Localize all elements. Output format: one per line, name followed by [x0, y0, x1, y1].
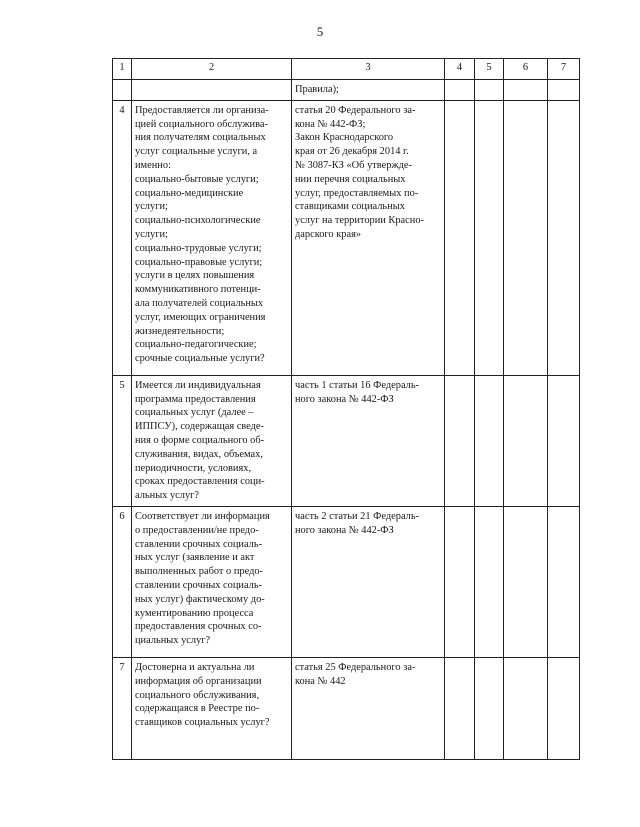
question-line: цией социального обслужива-	[135, 118, 268, 130]
question-line: ния о форме социального об-	[135, 434, 265, 446]
question-line: жизнедеятельности;	[135, 325, 225, 337]
question-line: социально-психологические	[135, 215, 261, 227]
legal-basis-line: кона № 442	[295, 675, 346, 687]
question-line: сроках предоставления соци-	[135, 476, 265, 488]
row-cell-col5	[475, 375, 504, 506]
question-line: услуг, имеющих ограничения	[135, 311, 266, 323]
legal-basis-line: нии перечня социальных	[295, 173, 406, 185]
row-cell-col5	[475, 506, 504, 657]
row-question	[132, 375, 292, 506]
cell-col4	[445, 80, 475, 101]
question-line: периодичности, условиях,	[135, 462, 252, 474]
question-line: услуги;	[135, 201, 168, 213]
question-line: информация об организации	[135, 675, 262, 687]
row-question	[132, 657, 292, 759]
question-line: коммуникативного потенци-	[135, 284, 261, 296]
question-line: ных услуг (заявление и акт	[135, 552, 255, 564]
legal-basis-line: статья 25 Федерального за-	[295, 661, 416, 673]
table-row	[113, 375, 580, 506]
header-cell-2: 2	[132, 59, 292, 80]
row-cell-col7	[548, 375, 580, 506]
cell-col7	[548, 80, 580, 101]
cell-col5	[475, 80, 504, 101]
header-cell-6: 6	[504, 59, 548, 80]
row-cell-col5	[475, 657, 504, 759]
question-line: Предоставляется ли организа-	[135, 104, 269, 116]
table-row	[113, 657, 580, 759]
header-cell-5: 5	[475, 59, 504, 80]
question-line: социально-правовые услуги;	[135, 256, 263, 268]
row-number: 7	[113, 657, 132, 759]
legal-basis-line: услуг на территории Красно-	[295, 215, 424, 227]
continued-row	[113, 80, 580, 101]
row-cell-col4	[445, 375, 475, 506]
question-line: программа предоставления	[135, 393, 256, 405]
row-cell-col6	[504, 506, 548, 657]
cell-num	[113, 80, 132, 101]
table-row	[113, 100, 580, 375]
legal-basis-line: кона № 442-ФЗ;	[295, 118, 366, 130]
row-cell-col4	[445, 657, 475, 759]
question-line: Соответствует ли информация	[135, 510, 270, 522]
legal-basis-line: ного закона № 442-ФЗ	[295, 393, 394, 405]
legal-basis-line: ставщиками социальных	[295, 201, 405, 213]
cell-question	[132, 80, 292, 101]
header-cell-1: 1	[113, 59, 132, 80]
question-line: Достоверна и актуальна ли	[135, 661, 255, 673]
row-cell-col7	[548, 506, 580, 657]
question-line: социального обслуживания,	[135, 689, 260, 701]
legal-basis-line: № 3087-КЗ «Об утвержде-	[295, 159, 412, 171]
checklist-table	[112, 58, 580, 760]
legal-basis-line: дарского края»	[295, 228, 362, 240]
question-line: Имеется ли индивидуальная	[135, 379, 261, 391]
legal-basis-line: часть 1 статьи 16 Федераль-	[295, 379, 420, 391]
question-line: социально-медицинские	[135, 187, 244, 199]
legal-basis-line: услуг, предоставляемых по-	[295, 187, 419, 199]
question-line: срочные социальные услуги?	[135, 353, 265, 365]
row-cell-col5	[475, 100, 504, 375]
row-cell-col6	[504, 657, 548, 759]
question-line: социально-трудовые услуги;	[135, 242, 262, 254]
row-number: 4	[113, 100, 132, 375]
question-line: служивания, видах, объемах,	[135, 448, 263, 460]
row-legal-basis	[292, 657, 445, 759]
question-line: именно:	[135, 159, 171, 171]
row-number: 5	[113, 375, 132, 506]
table-row	[113, 506, 580, 657]
header-cell-4: 4	[445, 59, 475, 80]
question-line: услуги;	[135, 228, 168, 240]
row-number: 6	[113, 506, 132, 657]
row-cell-col6	[504, 375, 548, 506]
row-cell-col4	[445, 100, 475, 375]
legal-basis-line: ного закона № 442-ФЗ	[295, 524, 394, 536]
question-line: ставщиков социальных услуг?	[135, 717, 270, 729]
row-cell-col7	[548, 100, 580, 375]
question-line: предоставления срочных со-	[135, 621, 262, 633]
header-cell-3: 3	[292, 59, 445, 80]
question-line: ных услуг) фактическому до-	[135, 593, 265, 605]
question-line: ставлении срочных социаль-	[135, 579, 263, 591]
row-question	[132, 506, 292, 657]
question-line: о предоставлении/не предо-	[135, 524, 259, 536]
row-legal-basis	[292, 375, 445, 506]
header-row	[113, 59, 580, 80]
question-line: ния получателям социальных	[135, 132, 266, 144]
legal-basis-line: края от 26 декабря 2014 г.	[295, 146, 409, 158]
question-line: ИППСУ), содержащая сведе-	[135, 421, 264, 433]
question-line: социально-бытовые услуги;	[135, 173, 259, 185]
legal-basis-line: часть 2 статьи 21 Федераль-	[295, 510, 420, 522]
question-line: услуг социальные услуги, а	[135, 146, 258, 158]
row-question	[132, 100, 292, 375]
question-line: альных услуг?	[135, 490, 200, 502]
question-line: социально-педагогические;	[135, 339, 257, 351]
header-cell-7: 7	[548, 59, 580, 80]
question-line: выполненных работ о предо-	[135, 566, 264, 578]
cell-col6	[504, 80, 548, 101]
question-line: ала получателей социальных	[135, 297, 264, 309]
question-line: услуги в целях повышения	[135, 270, 255, 282]
row-legal-basis	[292, 100, 445, 375]
question-line: социальных услуг (далее –	[135, 407, 254, 419]
legal-basis-line: Закон Краснодарского	[295, 132, 394, 144]
cell-basis: Правила);	[292, 80, 445, 101]
question-line: кументированию процесса	[135, 607, 254, 619]
question-line: ставлении срочных социаль-	[135, 538, 263, 550]
question-line: циальных услуг?	[135, 635, 211, 647]
page-number: 5	[316, 24, 324, 39]
row-legal-basis	[292, 506, 445, 657]
row-cell-col6	[504, 100, 548, 375]
row-cell-col7	[548, 657, 580, 759]
row-cell-col4	[445, 506, 475, 657]
question-line: содержащаяся в Реестре по-	[135, 703, 260, 715]
legal-basis-line: статья 20 Федерального за-	[295, 104, 416, 116]
